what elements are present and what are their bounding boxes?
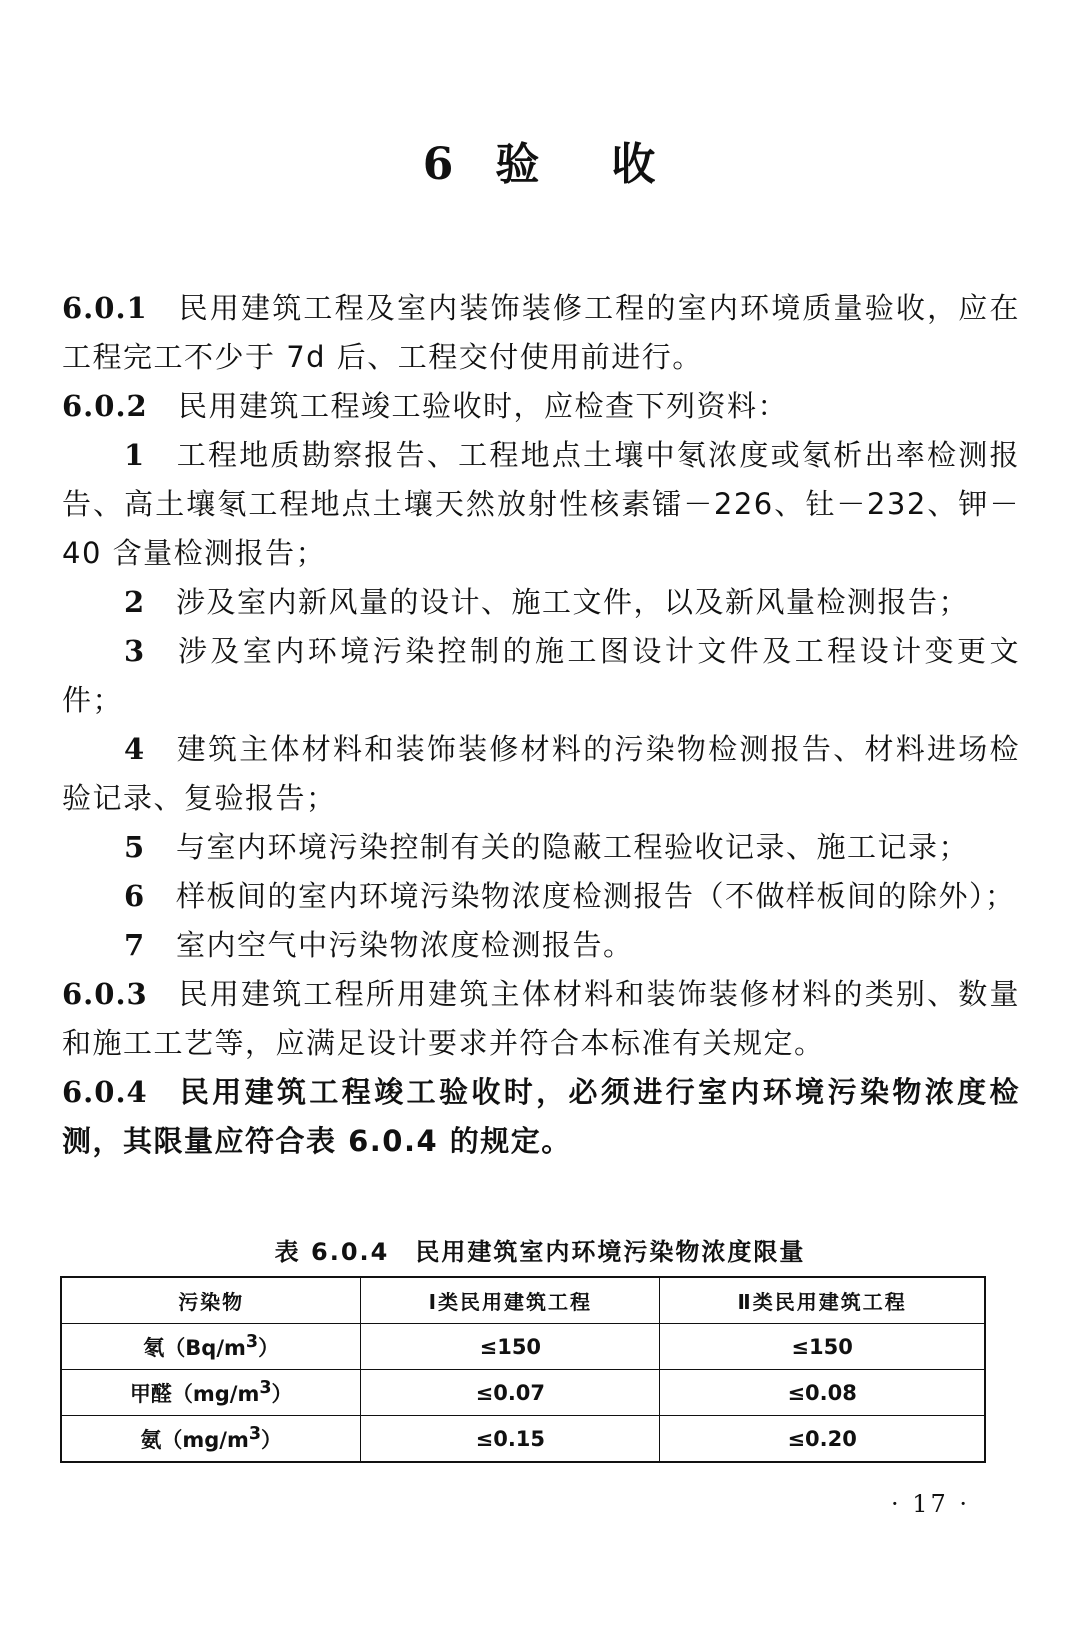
item-text: 样板间的室内环境污染物浓度检测报告（不做样板间的除外）； <box>176 879 1016 913</box>
pollutant-unit: （mg/m <box>161 1427 249 1452</box>
chapter-number: 6 <box>422 139 456 190</box>
pollutant-name: 甲醛 <box>129 1381 172 1406</box>
clause-6-0-3 <box>62 970 1020 1068</box>
item-text: 建筑主体材料和装饰装修材料的污染物检测报告、材料进场检验记录、复验报告； <box>62 732 1020 815</box>
clause-6-0-2 <box>62 382 1020 431</box>
item-text: 室内空气中污染物浓度检测报告。 <box>176 928 634 962</box>
item-number: 5 <box>124 830 146 864</box>
pollutant-name: 氡 <box>143 1335 165 1360</box>
column-header: Ⅰ类民用建筑工程 <box>361 1277 660 1324</box>
page-number: · 17 · <box>890 1490 970 1518</box>
pollutant-name: 氨 <box>140 1427 162 1452</box>
pollutant-unit: （mg/m <box>171 1381 260 1406</box>
pollutant-cell <box>61 1416 361 1463</box>
list-item <box>62 823 1020 872</box>
clause-text: 民用建筑工程竣工验收时，必须进行室内环境污染物浓度检测，其限量应符合表 6.0.4 的规定。 <box>62 1075 1020 1158</box>
item-number: 1 <box>124 438 146 472</box>
clause-6-0-1 <box>62 284 1020 382</box>
pollutant-unit: （Bq/m <box>164 1335 246 1360</box>
pollutant-cell <box>61 1324 361 1370</box>
table-row <box>61 1416 985 1463</box>
item-text: 涉及室内环境污染控制的施工图设计文件及工程设计变更文件； <box>62 634 1020 717</box>
unit-exponent: 3 <box>245 1331 259 1352</box>
table-header-row <box>61 1277 985 1324</box>
clause-number: 6.0.3 <box>62 977 148 1011</box>
chapter-title-part1: 验 <box>495 139 542 190</box>
list-item <box>62 725 1020 823</box>
item-text: 工程地质勘察报告、工程地点土壤中氡浓度或氡析出率检测报告、高土壤氡工程地点土壤天然放射性核素镭－226、钍－232、钾－40 含量检测报告； <box>62 438 1020 570</box>
limits-table <box>60 1276 986 1463</box>
item-number: 4 <box>124 732 146 766</box>
unit-exponent: 3 <box>248 1423 262 1444</box>
clause-number: 6.0.1 <box>62 291 148 325</box>
list-item <box>62 872 1020 921</box>
class1-limit: ≤0.07 <box>361 1370 660 1416</box>
clause-number: 6.0.4 <box>62 1075 148 1109</box>
list-item <box>62 431 1020 578</box>
table-row <box>61 1324 985 1370</box>
item-text: 与室内环境污染控制有关的隐蔽工程验收记录、施工记录； <box>176 830 970 864</box>
chapter-title <box>0 128 1080 192</box>
clause-6-0-4 <box>62 1068 1020 1166</box>
list-item <box>62 627 1020 725</box>
pollutant-unit-close: ） <box>271 1381 293 1406</box>
class1-limit: ≤0.15 <box>361 1416 660 1463</box>
class1-limit: ≤150 <box>361 1324 660 1370</box>
list-item <box>62 578 1020 627</box>
column-header: Ⅱ类民用建筑工程 <box>660 1277 985 1324</box>
class2-limit: ≤150 <box>660 1324 985 1370</box>
chapter-title-part2: 收 <box>611 139 658 190</box>
item-number: 7 <box>124 928 146 962</box>
clause-text: 民用建筑工程竣工验收时，应检查下列资料： <box>178 389 789 423</box>
item-text: 涉及室内新风量的设计、施工文件，以及新风量检测报告； <box>176 585 970 619</box>
item-number: 6 <box>124 879 146 913</box>
clause-number: 6.0.2 <box>62 389 148 423</box>
class2-limit: ≤0.08 <box>660 1370 985 1416</box>
class2-limit: ≤0.20 <box>660 1416 985 1463</box>
clause-text: 民用建筑工程所用建筑主体材料和装饰装修材料的类别、数量和施工工艺等，应满足设计要求并符合本标准有关规定。 <box>62 977 1020 1060</box>
list-item <box>62 921 1020 970</box>
unit-exponent: 3 <box>259 1377 272 1398</box>
table-row <box>61 1370 985 1416</box>
table-caption: 表 6.0.4 民用建筑室内环境污染物浓度限量 <box>274 1238 806 1266</box>
body-text <box>62 284 1020 1166</box>
clause-text: 民用建筑工程及室内装饰装修工程的室内环境质量验收，应在工程完工不少于 7d 后、工程交付使用前进行。 <box>62 291 1020 374</box>
pollutant-unit-close: ） <box>261 1427 283 1452</box>
item-number: 2 <box>124 585 146 619</box>
item-number: 3 <box>124 634 146 668</box>
column-header: 污染物 <box>61 1277 361 1324</box>
pollutant-cell <box>61 1370 361 1416</box>
pollutant-unit-close: ） <box>258 1335 280 1360</box>
